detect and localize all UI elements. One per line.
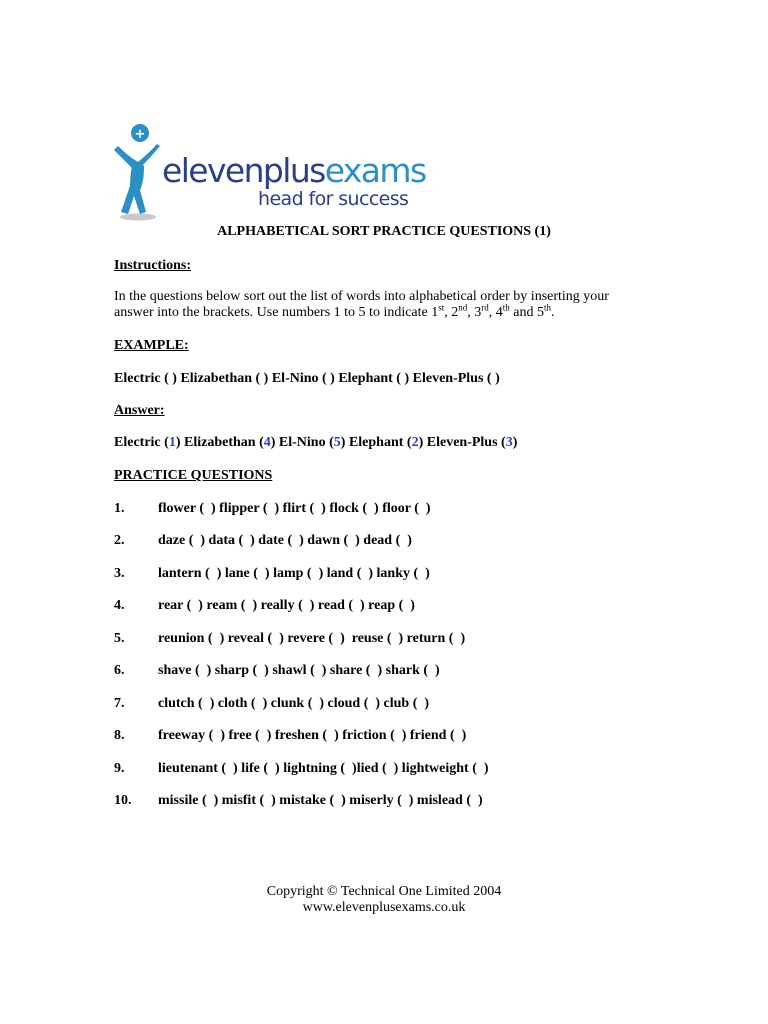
answer-number: 3	[505, 435, 513, 450]
question-number: 7.	[114, 696, 125, 711]
instructions-heading: Instructions:	[114, 258, 192, 273]
answer-word: Elizabethan	[183, 435, 256, 450]
ordinal-suffix: th	[502, 302, 510, 313]
ordinal-suffix: st	[438, 302, 445, 313]
question-text: lieutenant ( ) life ( ) lightning ( )lied ( ) lightweight ( )	[158, 761, 489, 776]
answer-number: 1	[168, 435, 176, 450]
question-number: 4.	[114, 598, 125, 613]
answer-word: Elephant	[348, 435, 404, 450]
question-text: daze ( ) data ( ) date ( ) dawn ( ) dead ( )	[158, 533, 412, 548]
practice-heading: PRACTICE QUESTIONS	[114, 468, 273, 483]
question-number: 10.	[114, 793, 132, 808]
question-text: freeway ( ) free ( ) freshen ( ) friction ( ) friend ( )	[158, 728, 467, 743]
logo-wordmark-part1: elevenplus	[162, 151, 325, 190]
logo-tagline: head for success	[258, 188, 409, 210]
person-figure-icon	[110, 122, 170, 222]
question-number: 8.	[114, 728, 125, 743]
footer-url[interactable]: www.elevenplusexams.co.uk	[302, 900, 466, 915]
question-text: clutch ( ) cloth ( ) clunk ( ) cloud ( ) club ( )	[158, 696, 430, 711]
instructions-end: .	[551, 305, 555, 320]
answer-number: 4	[263, 435, 271, 450]
answer-word: El-Nino	[278, 435, 326, 450]
answer-heading: Answer:	[114, 403, 165, 418]
question-text: reunion ( ) reveal ( ) revere ( ) reuse ( ) return ( )	[158, 631, 466, 646]
instructions-separator: , 3	[467, 305, 482, 320]
question-number: 5.	[114, 631, 125, 646]
instructions-paragraph	[114, 289, 644, 321]
question-text: shave ( ) sharp ( ) shawl ( ) share ( ) shark ( )	[158, 663, 440, 678]
svg-text:+: +	[134, 127, 146, 142]
answer-word: Eleven-Plus	[426, 435, 498, 450]
ordinal-suffix: rd	[481, 302, 489, 313]
answer-number: 5	[333, 435, 341, 450]
instructions-separator: , 2	[444, 305, 459, 320]
question-text: lantern ( ) lane ( ) lamp ( ) land ( ) lanky ( )	[158, 566, 430, 581]
page-title: ALPHABETICAL SORT PRACTICE QUESTIONS (1)	[217, 224, 551, 239]
example-heading: EXAMPLE:	[114, 338, 189, 353]
question-text: rear ( ) ream ( ) really ( ) read ( ) reap ( )	[158, 598, 415, 613]
answer-number: 2	[411, 435, 419, 450]
ordinal-suffix: th	[544, 302, 552, 313]
question-number: 3.	[114, 566, 125, 581]
question-number: 9.	[114, 761, 125, 776]
question-number: 6.	[114, 663, 125, 678]
answer-line: Electric (1) Elizabethan (4) El-Nino (5) Elephant (2) Eleven-Plus (3)	[114, 435, 518, 450]
answer-word: Electric	[114, 435, 161, 450]
ordinal-suffix: nd	[458, 302, 468, 313]
footer-copyright: Copyright © Technical One Limited 2004	[266, 884, 502, 899]
example-line: Electric ( ) Elizabethan ( ) El-Nino ( ) Elephant ( ) Eleven-Plus ( )	[114, 371, 500, 386]
instructions-text: In the questions below sort out the list of words into alphabetical order by inserting your answer into the brackets. Use numbers 1 to 5 to indicate 1	[114, 289, 609, 320]
question-number: 2.	[114, 533, 125, 548]
logo-wordmark	[162, 151, 426, 190]
instructions-separator: , 4	[488, 305, 503, 320]
question-number: 1.	[114, 501, 125, 516]
elevenplusexams-logo	[110, 122, 430, 222]
instructions-separator: and 5	[509, 305, 544, 320]
logo-wordmark-part2: exams	[324, 151, 426, 190]
question-text: missile ( ) misfit ( ) mistake ( ) miserly ( ) mislead ( )	[158, 793, 483, 808]
question-text: flower ( ) flipper ( ) flirt ( ) flock ( ) floor ( )	[158, 501, 431, 516]
